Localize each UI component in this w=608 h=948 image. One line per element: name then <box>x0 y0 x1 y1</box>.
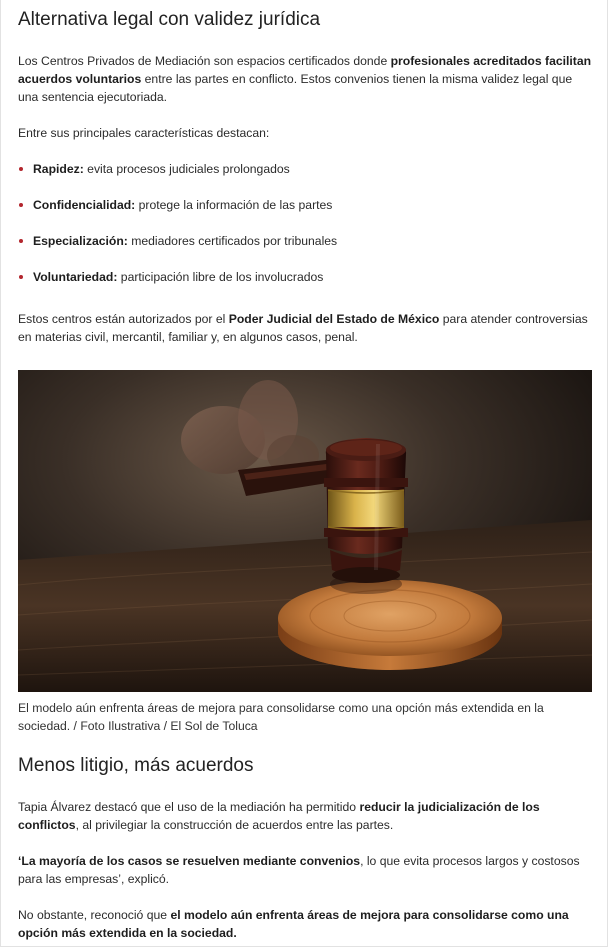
list-item <box>18 232 592 268</box>
features-lead: Entre sus principales características destacan: <box>18 126 270 140</box>
feature-desc: mediadores certificados por tribunales <box>127 234 338 248</box>
intro-text-post: entre las partes en conflicto. Estos convenios tienen la misma validez legal que una sentencia ejecutoriada. <box>18 72 573 104</box>
improvement-paragraph <box>18 906 592 942</box>
bullet-icon <box>19 167 23 171</box>
intro-text-bold: profesionales acreditados facilitan acuerdos voluntarios <box>18 54 592 86</box>
bullet-icon <box>19 275 23 279</box>
authorization-paragraph <box>18 310 592 346</box>
p6-bold: el modelo aún enfrenta áreas de mejora para consolidarse como una opción más extendida en la sociedad. <box>18 908 569 940</box>
feature-term: Voluntariedad: <box>33 270 118 284</box>
p5-bold: ‘La mayoría de los casos se resuelven mediante convenios <box>18 854 361 868</box>
gavel-photo <box>18 370 592 692</box>
p5-post: , lo que evita procesos largos y costosos para las empresas’, explicó. <box>18 854 580 886</box>
p4-post: , al privilegiar la construcción de acuerdos entre las partes. <box>75 818 394 832</box>
intro-text-pre: Los Centros Privados de Mediación son espacios certificados donde <box>18 54 391 68</box>
features-list <box>18 160 592 304</box>
feature-desc: participación libre de los involucrados <box>117 270 324 284</box>
caption-text: El modelo aún enfrenta áreas de mejora para consolidarse como una opción más extendida en la sociedad. / Foto Ilustrativa / El Sol de Toluca <box>18 701 544 733</box>
authorization-pre: Estos centros están autorizados por el <box>18 312 229 326</box>
gavel-illustration <box>18 370 592 692</box>
intro-paragraph <box>18 52 592 106</box>
photo-caption <box>18 699 592 735</box>
judicialization-paragraph <box>18 798 592 834</box>
feature-desc: protege la información de las partes <box>135 198 333 212</box>
feature-term: Rapidez: <box>33 162 84 176</box>
p4-bold: reducir la judicialización de los conflictos <box>18 800 540 832</box>
quote-paragraph <box>18 852 592 888</box>
p6-pre: No obstante, reconoció que <box>18 908 171 922</box>
list-item <box>18 268 592 304</box>
bullet-icon <box>19 239 23 243</box>
authorization-post: para atender controversias en materias civil, mercantil, familiar y, en algunos casos, penal. <box>18 312 588 344</box>
feature-term: Especialización: <box>33 234 128 248</box>
section-heading-legal-validity: Alternativa legal con validez jurídica <box>18 9 321 30</box>
bullet-icon <box>19 203 23 207</box>
list-item <box>18 196 592 232</box>
list-item <box>18 160 592 196</box>
authorization-bold: Poder Judicial del Estado de México <box>228 312 440 326</box>
p4-pre: Tapia Álvarez destacó que el uso de la mediación ha permitido <box>18 800 360 814</box>
feature-desc: evita procesos judiciales prolongados <box>83 162 290 176</box>
feature-term: Confidencialidad: <box>33 198 136 212</box>
section-heading-less-litigation: Menos litigio, más acuerdos <box>18 755 254 776</box>
